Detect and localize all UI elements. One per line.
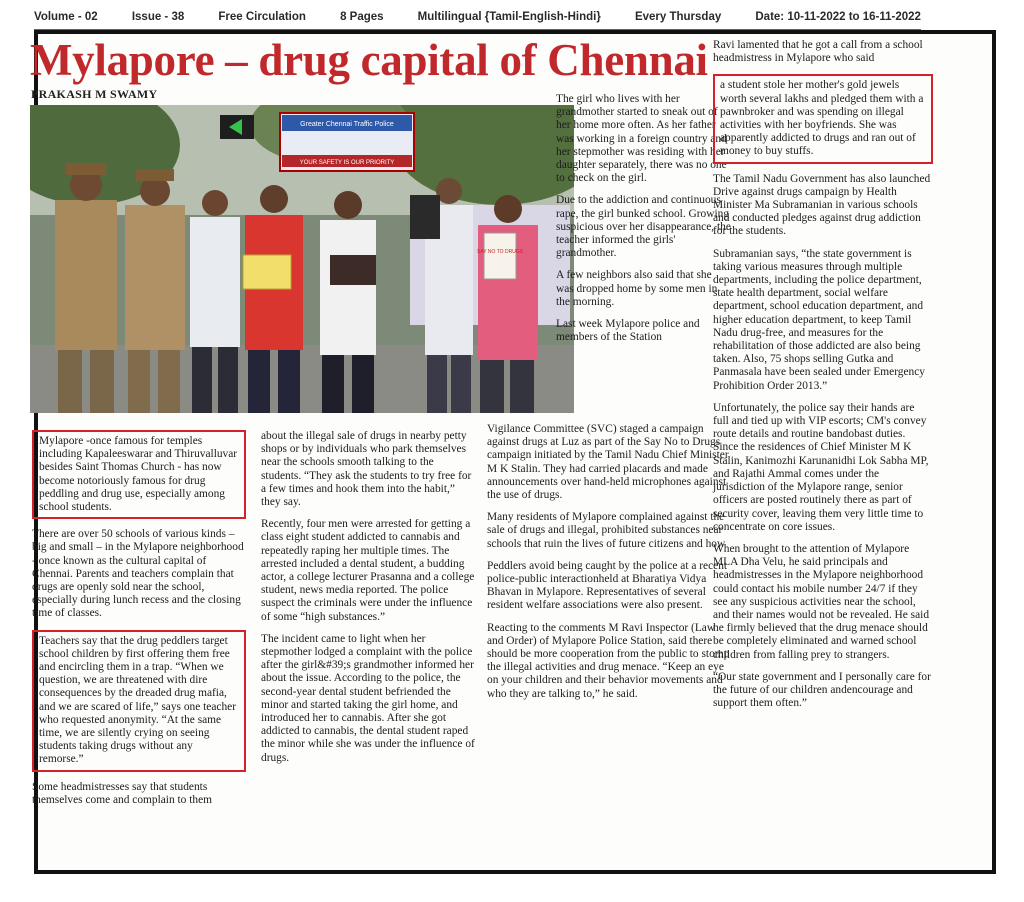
paragraph: Subramanian says, “the state government is taking various measures through multiple departments, including the police department, state health department, social welfare department, school education department, and higher education department, to keep Tamil Nadu drug-free, and measures for the rehabilitation of those addicted are also being taken. Also, 75 shops selling Gutka and Panmasala have been sealed under Emergency Prohibition Order 2013.” xyxy=(713,247,926,392)
column-2 xyxy=(261,430,475,774)
paragraph: Many residents of Mylapore complained against the sale of drugs and illegal, prohibited substances near schools that ruin the lives of future citizens and how xyxy=(487,511,726,550)
column-4 xyxy=(713,39,933,719)
masthead-circulation: Free Circulation xyxy=(218,11,306,23)
paragraph-teachers-quote-highlighted: Teachers say that the drug peddlers target school children by first offering them free and encircling them in a trap. “When we question, we are threatened with dire consequences by the dreaded drug mafia, and we are scared of life,” says one teacher who requested anonymity. “At the same time, we are silently crying on seeing students taking drugs without any remorse.” xyxy=(32,630,246,772)
headline: Mylapore – drug capital of Chennai xyxy=(30,35,708,85)
paragraph: Unfortunately, the police say their hands are full and tied up with VIP escorts; CM's convey route details and routine bandobast duties. Since the residences of Chief Minister M K Stalin, Kanimozhi Karunanidhi Lok Sabha MP, and Rajathi Ammal comes under the jurisdiction of the Mylapore range, senior officers are posted routinely there as part of security cover, leaving them very little time to concentrate on core issues. xyxy=(713,401,929,533)
masthead xyxy=(34,8,921,26)
masthead-volume: Volume - 02 xyxy=(34,11,98,23)
byline: PRAKASH M SWAMY xyxy=(31,87,158,101)
paragraph: Vigilance Committee (SVC) staged a campaign against drugs at Luz as part of the Say No to Drugs campaign initiated by the Tamil Nadu Chief Minister M K Stalin. They had carried placards and made announcements over hand-held microphones against the use of drugs. xyxy=(487,423,729,502)
sign-text-bottom: YOUR SAFETY IS OUR PRIORITY xyxy=(299,160,395,166)
paragraph: When brought to the attention of Mylapore MLA Dha Velu, he said principals and headmistresses in the Mylapore neighborhood could contact his mobile number 24/7 if they see any suspicious activities near the school, and their names would not be revealed. He said he firmly believed that the drug menace should be completely eliminated and warned school children from falling prey to strangers. xyxy=(713,542,930,661)
masthead-issue: Issue - 38 xyxy=(131,11,185,23)
paragraph: about the illegal sale of drugs in nearby petty shops or by individuals who park themselves near the schools smooth talking to the students. “They ask the students to try free for a few times and hook them into the habit,” they say. xyxy=(261,430,472,509)
paragraph: Peddlers avoid being caught by the police at a recent police-public interactionheld at Bharatiya Vidya Bhavan in Mylapore. Representatives of several resident welfare associations were also present. xyxy=(487,559,728,612)
paragraph: Reacting to the comments M Ravi Inspector (Law and Order) of Mylapore Police Station, said there should be more cooperation from the public to stomp the illegal activities and drug menace. “Keep an eye on your children and their behavior movements and who they are talking to,” he said. xyxy=(487,621,730,700)
paragraph: The girl who lives with her grandmother started to sneak out of her home more often. As her father was working in a foreign country and her stepmother was residing with her daughter separately, there was no one to check on the girl. xyxy=(556,93,727,185)
paragraph: There are over 50 schools of various kinds – big and small – in the Mylapore neighborhood - once known as the cultural capital of Chennai. Parents and teachers complain that drugs are openly sold near the school, especially during lunch recess and the closing time of classes. xyxy=(32,528,244,620)
paragraph: Some headmistresses say that students themselves come and complain to them xyxy=(32,780,212,806)
paragraph: A few neighbors also said that she was dropped home by some men in the morning. xyxy=(556,269,718,308)
masthead-frequency: Every Thursday xyxy=(634,11,722,23)
column-1 xyxy=(32,430,246,816)
column-3-bottom xyxy=(487,423,731,710)
paragraph-intro-highlighted: Mylapore -once famous for temples including Kapaleeswarar and Thiruvalluvar besides Saint Thomas Church - has now become notoriously famous for drug peddling and drug use, especially among school students. xyxy=(32,430,246,519)
paragraph: The Tamil Nadu Government has also launched Drive against drugs campaign by Health Minister Ma Subramanian in various schools and conducted pledges against drug addiction for the students. xyxy=(713,172,931,238)
masthead-date: Date: 10-11-2022 to 16-11-2022 xyxy=(755,11,921,23)
paragraph: Recently, four men were arrested for getting a class eight student addicted to cannabis and repeatedly raping her multiple times. The arrested included a dental student, a budding actor, a college lecturer Prasanna and a college student, news media reported. The police suspect the criminals were under the influence of some “high substances.” xyxy=(261,518,475,623)
sign-text-top: Greater Chennai Traffic Police xyxy=(300,121,394,128)
paragraph: Ravi lamented that he got a call from a school headmistress in Mylapore who said xyxy=(713,39,923,65)
paragraph: The incident came to light when her stepmother lodged a complaint with the police after the girl&#39;s grandmother informed her about the issue. According to the police, the second-year dental student befriended the minor and started taking the girl home, and introduced her to cannabis. After she got addicted to cannabis, the dental student raped the minor while she was under the influence of drugs. xyxy=(261,632,475,764)
placard-text: SAY NO TO DRUGS xyxy=(476,249,524,255)
masthead-language: Multilingual {Tamil-English-Hindi} xyxy=(417,11,601,23)
paragraph-gold-jewels-highlighted: a student stole her mother's gold jewels worth several lakhs and pledged them with a pawnbroker and was spending on illegal activities with her boyfriends. She was apparently addicted to drugs and ran out of money to buy stuffs. xyxy=(713,74,933,163)
masthead-pages: 8 Pages xyxy=(340,11,384,23)
paragraph: Due to the addiction and continuous rape, the girl bunked school. Growing suspicious over her disappearance, the teacher informed the girls' grandmother. xyxy=(556,194,731,260)
column-3-top xyxy=(556,93,731,353)
masthead-rule xyxy=(34,29,921,30)
paragraph: “Our state government and I personally care for the future of our children andencourage and support them often.” xyxy=(713,670,931,710)
paragraph: Last week Mylapore police and members of the Station xyxy=(556,318,700,344)
article-photo xyxy=(30,105,574,413)
